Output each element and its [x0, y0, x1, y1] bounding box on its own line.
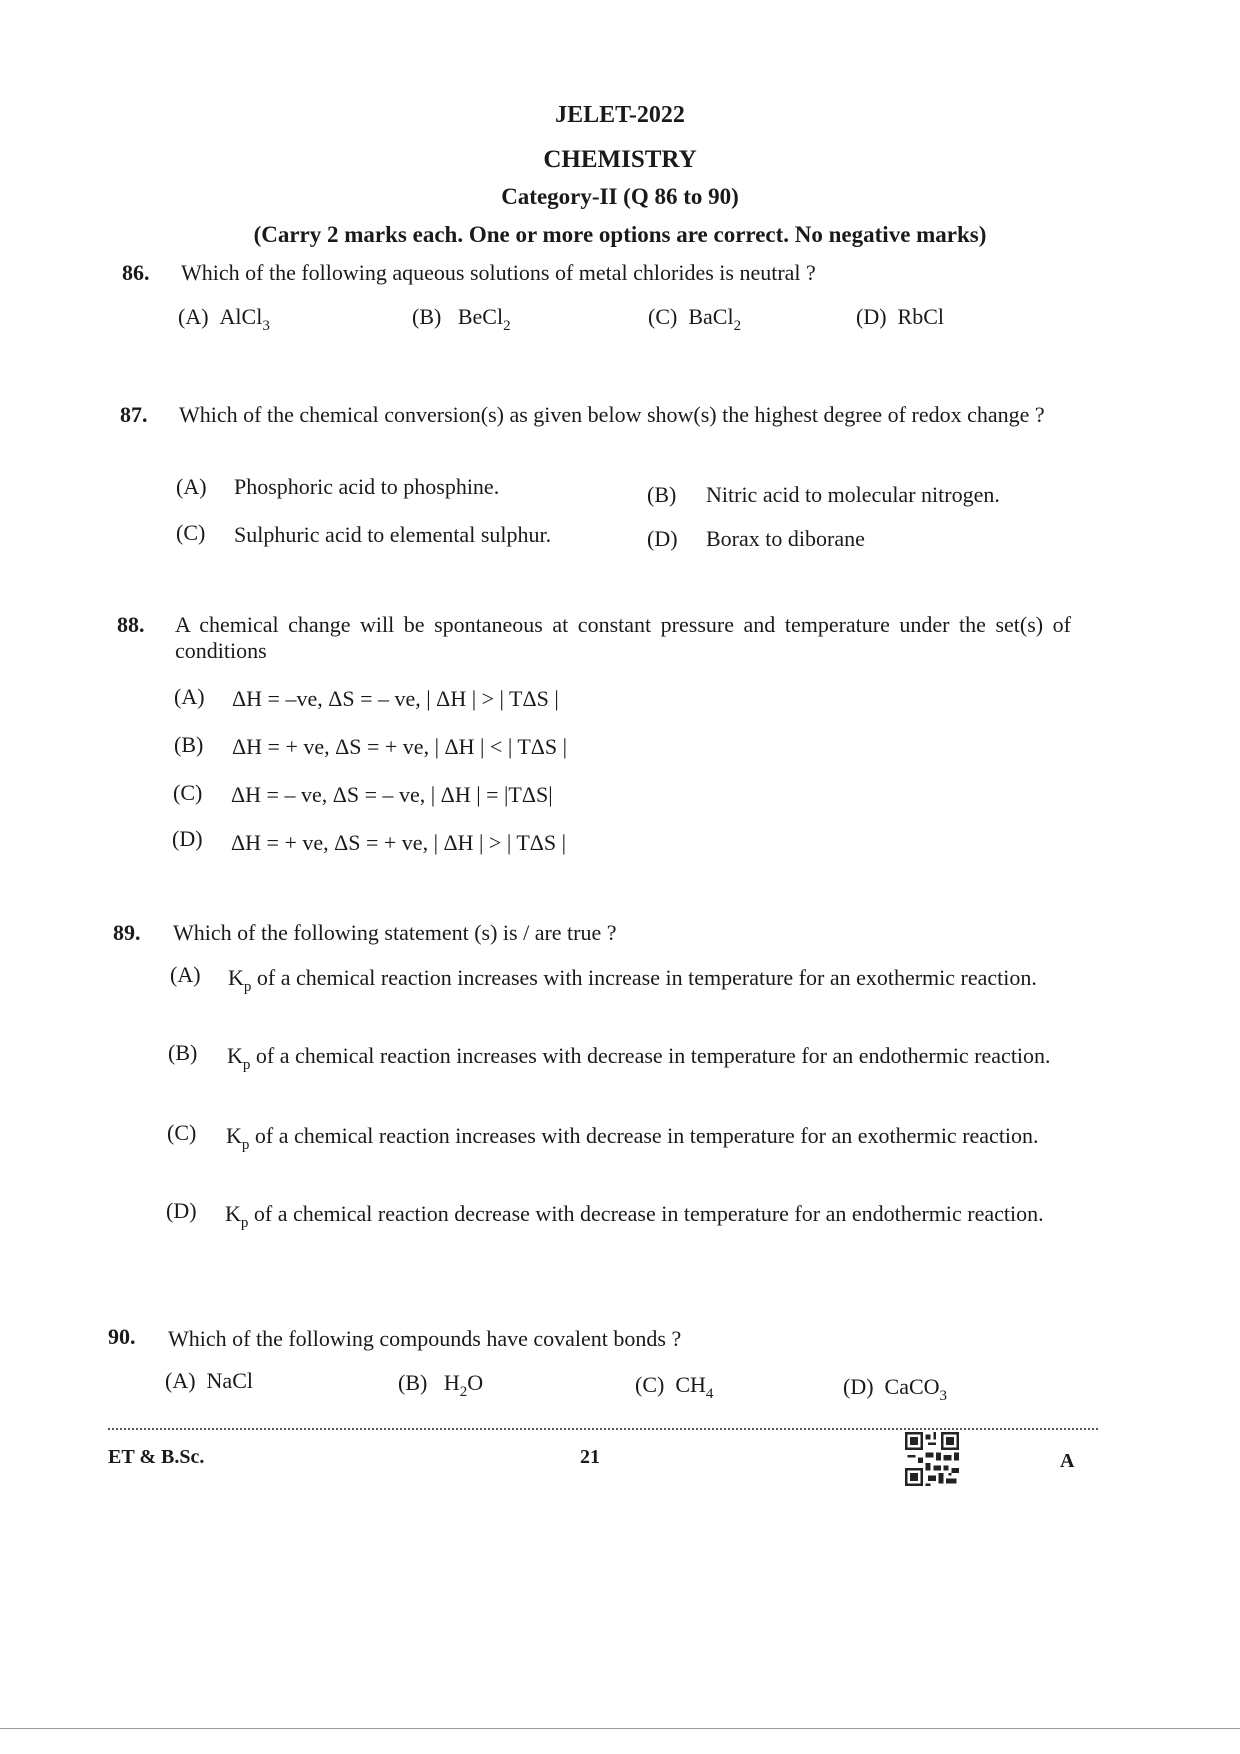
q87-option-c-text: Sulphuric acid to elemental sulphur.: [234, 522, 552, 547]
q89-option-a-label: (A): [170, 962, 201, 987]
exam-title: JELET-2022: [555, 102, 685, 128]
q86-option-d: (D) RbCl: [856, 304, 945, 329]
q88-option-d-text: ΔH = + ve, ΔS = + ve, | ΔH | > | TΔS |: [231, 830, 567, 855]
q87-option-b-text: Nitric acid to molecular nitrogen.: [706, 482, 1000, 507]
q89-option-b-text: $K_p$ of a chemical reaction increases with decrease in temperature for an endothermic reaction.: [227, 1043, 1051, 1073]
q90-option-d: (D) CaCO$_3$: [843, 1374, 948, 1404]
q88-option-b-label: (B): [174, 732, 204, 757]
question-90-number: 90.: [108, 1324, 136, 1349]
page-edge-line: [0, 1728, 1240, 1729]
q88-option-d-label: (D): [172, 826, 203, 851]
subject-title: CHEMISTRY: [543, 146, 697, 173]
question-87-text: Which of the chemical conversion(s) as given below show(s) the highest degree of redox change ?: [179, 402, 1045, 427]
q87-option-d-label: (D): [647, 526, 678, 551]
q88-option-c-text: ΔH = – ve, ΔS = – ve, | ΔH | = |TΔS|: [231, 782, 553, 807]
q86-option-a: (A) AlCl$_3$: [178, 304, 270, 334]
question-89-text: Which of the following statement (s) is / are true ?: [173, 920, 617, 945]
q89-option-d-text: $K_p$ of a chemical reaction decrease with decrease in temperature for an endothermic reaction.: [225, 1201, 1044, 1231]
q87-option-c-label: (C): [176, 520, 206, 545]
qr-code-icon: [905, 1432, 959, 1486]
footer-course: ET & B.Sc.: [108, 1446, 205, 1468]
q90-option-c: (C) $CH_4$: [635, 1372, 714, 1402]
q89-option-c-text: $K_p$ of a chemical reaction increases with decrease in temperature for an exothermic reaction.: [226, 1123, 1039, 1153]
q87-option-d-text: Borax to diborane: [706, 526, 865, 551]
q87-option-a-label: (A): [176, 474, 207, 499]
question-87-number: 87.: [120, 402, 148, 427]
q88-option-c-label: (C): [173, 780, 203, 805]
q90-option-a: (A) NaCl: [165, 1368, 253, 1393]
footer-divider: [108, 1428, 1098, 1430]
question-86-text: Which of the following aqueous solutions of metal chlorides is neutral ?: [181, 260, 816, 285]
category-title: Category-II (Q 86 to 90): [501, 184, 739, 209]
instructions: (Carry 2 marks each. One or more options are correct. No negative marks): [253, 222, 987, 247]
question-86-number: 86.: [122, 260, 150, 285]
q88-option-a-text: ΔH = –ve, ΔS = – ve, | ΔH | > | TΔS |: [232, 686, 559, 711]
q88-option-a-label: (A): [174, 684, 205, 709]
q87-option-a-text: Phosphoric acid to phosphine.: [234, 474, 500, 499]
q89-option-b-label: (B): [168, 1040, 198, 1065]
q86-option-b: (B) BeCl$_2$: [412, 304, 511, 334]
q86-option-c: (C) BaCl$_2$: [648, 304, 742, 334]
question-88-number: 88.: [117, 612, 145, 637]
q89-option-c-label: (C): [167, 1120, 197, 1145]
page-number: 21: [580, 1446, 600, 1468]
question-89-number: 89.: [113, 920, 141, 945]
q89-option-a-text: $K_p$ of a chemical reaction increases with increase in temperature for an exothermic reaction.: [228, 965, 1037, 995]
question-88-text: A chemical change will be spontaneous at constant pressure and temperature under the set(s) of conditions: [175, 612, 1071, 663]
set-code: A: [1060, 1450, 1075, 1472]
q89-option-d-label: (D): [166, 1198, 197, 1223]
q88-option-b-text: ΔH = + ve, ΔS = + ve, | ΔH | < | TΔS |: [232, 734, 568, 759]
q87-option-b-label: (B): [647, 482, 677, 507]
q90-option-b: (B) $H_2O$: [398, 1370, 484, 1400]
question-90-text: Which of the following compounds have covalent bonds ?: [168, 1326, 682, 1351]
